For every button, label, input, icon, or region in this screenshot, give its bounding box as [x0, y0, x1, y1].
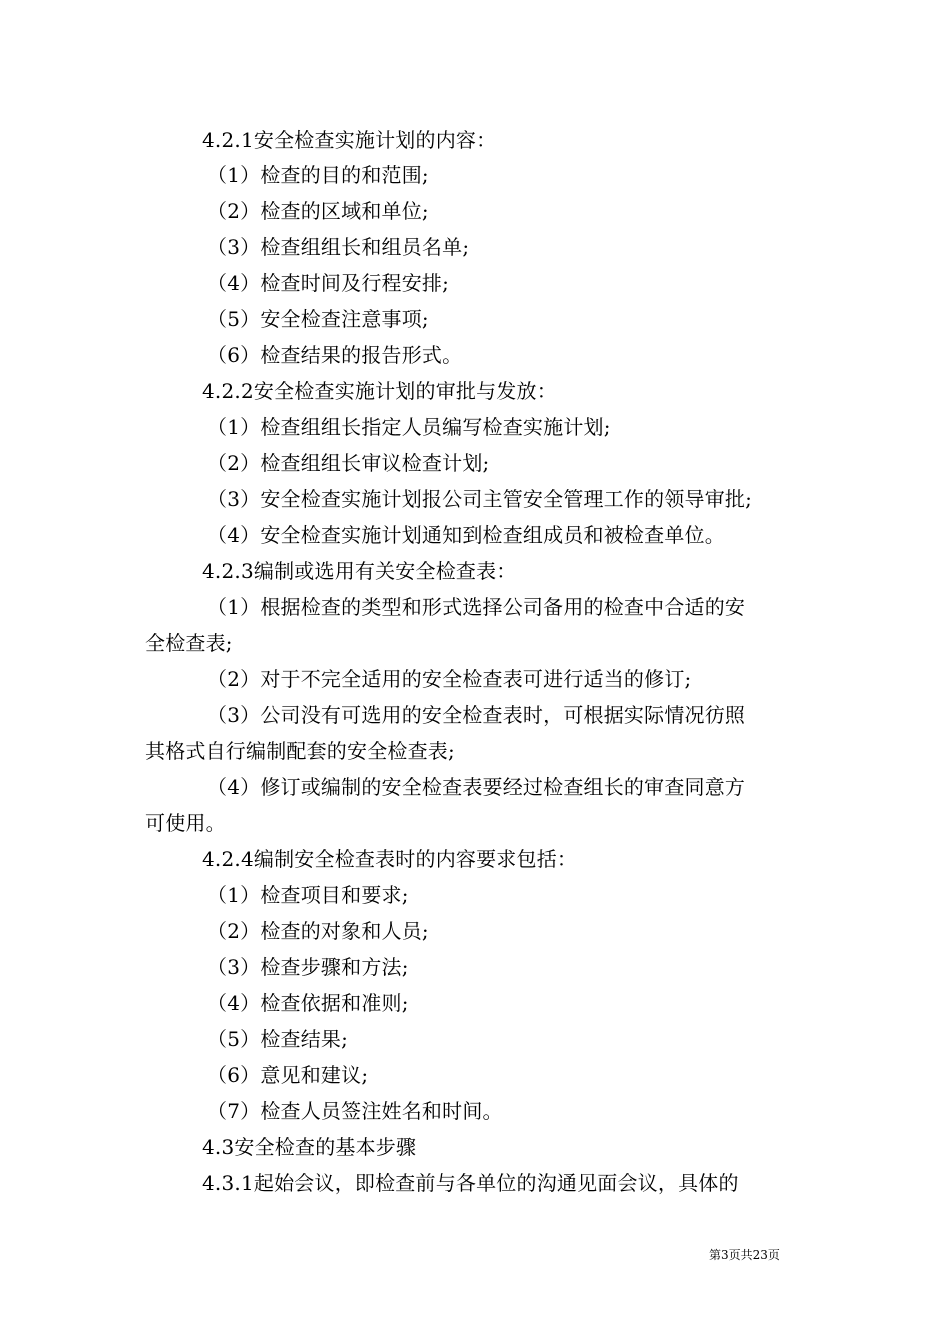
list-item: （1）检查组组长指定人员编写检查实施计划; [207, 415, 611, 439]
paragraph-line: （1）根据检查的类型和形式选择公司备用的检查中合适的安 [207, 595, 746, 619]
section-heading-4-2-3: 4.2.3编制或选用有关安全检查表： [202, 559, 517, 583]
list-item: （2）检查的区域和单位; [207, 199, 429, 223]
list-item: （6）意见和建议; [207, 1063, 369, 1087]
list-item: （2）检查组组长审议检查计划; [207, 451, 490, 475]
list-item: （1）检查项目和要求; [207, 883, 409, 907]
section-heading-4-3: 4.3安全检查的基本步骤 [202, 1135, 417, 1159]
list-item: （6）检查结果的报告形式。 [207, 343, 463, 367]
paragraph-line: （4）修订或编制的安全检查表要经过检查组长的审查同意方 [207, 775, 746, 799]
list-item: （7）检查人员签注姓名和时间。 [207, 1099, 503, 1123]
list-item: （3）检查步骤和方法; [207, 955, 409, 979]
section-heading-4-3-1: 4.3.1起始会议，即检查前与各单位的沟通见面会议，具体的 [202, 1171, 739, 1195]
paragraph-line: 其格式自行编制配套的安全检查表; [145, 739, 455, 763]
list-item: （4）安全检查实施计划通知到检查组成员和被检查单位。 [207, 523, 725, 547]
list-item: （4）检查时间及行程安排; [207, 271, 450, 295]
paragraph-line: （3）公司没有可选用的安全检查表时，可根据实际情况彷照 [207, 703, 746, 727]
paragraph-line: 可使用。 [145, 811, 226, 835]
page-footer: 第3页共23页 [709, 1248, 780, 1262]
list-item: （5）检查结果; [207, 1027, 349, 1051]
list-item: （2）检查的对象和人员; [207, 919, 429, 943]
paragraph-line: 全检查表; [145, 631, 233, 655]
list-item: （3）检查组组长和组员名单; [207, 235, 470, 259]
section-heading-4-2-2: 4.2.2安全检查实施计划的审批与发放： [202, 379, 557, 403]
list-item: （3）安全检查实施计划报公司主管安全管理工作的领导审批; [207, 487, 753, 511]
list-item: （4）检查依据和准则; [207, 991, 409, 1015]
paragraph-line: （2）对于不完全适用的安全检查表可进行适当的修订; [207, 667, 692, 691]
list-item: （1）检查的目的和范围; [207, 163, 429, 187]
section-heading-4-2-1: 4.2.1安全检查实施计划的内容： [202, 128, 497, 152]
section-heading-4-2-4: 4.2.4编制安全检查表时的内容要求包括： [202, 847, 578, 871]
list-item: （5）安全检查注意事项; [207, 307, 429, 331]
